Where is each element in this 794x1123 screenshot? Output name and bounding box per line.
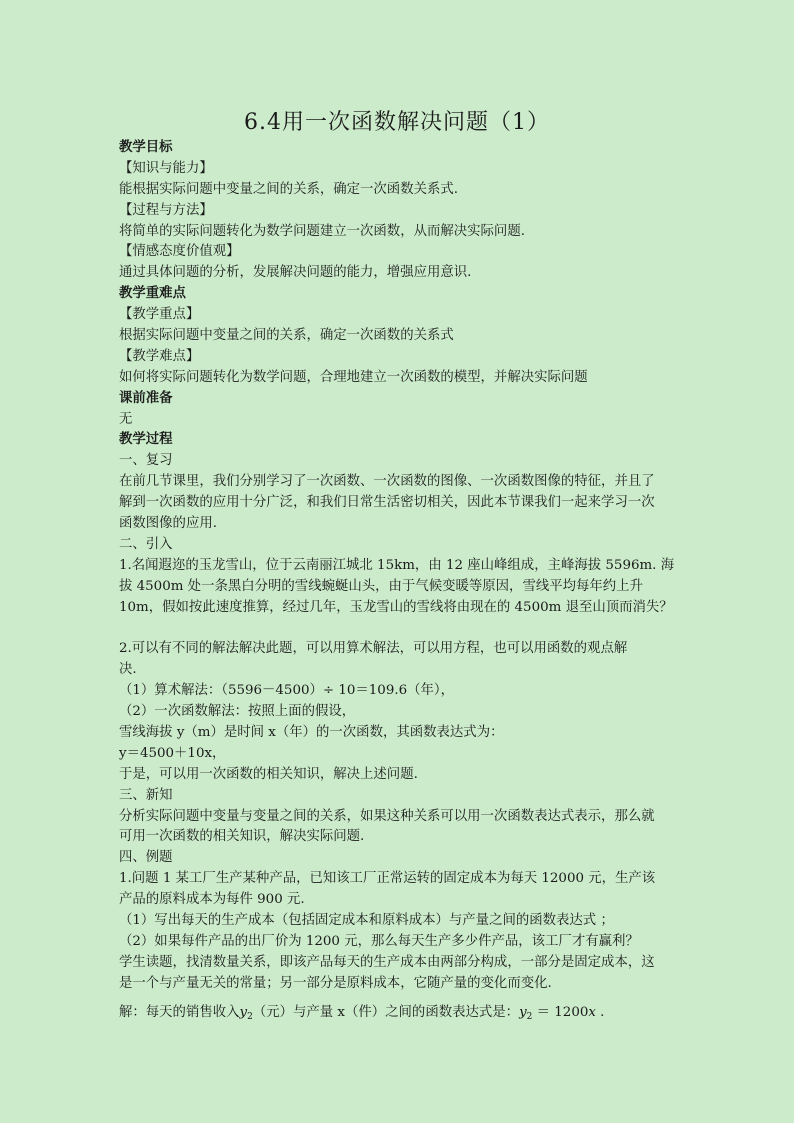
example-line: （1）写出每天的生产成本（包括固定成本和原料成本）与产量之间的函数表达式 ； [119,912,614,928]
example-label: 四、例题 [119,850,173,866]
intro-line: 10m，假如按此速度推算，经过几年，玉龙雪山的雪线将由现在的 4500m 退至山顶而消失？ [119,599,673,615]
solution-middle: （元）与产量 x（件）之间的函数表达式是： [252,1004,520,1020]
example-line: 学生读题，找清数量关系，即该产品每天的生产成本由两部分构成，一部分是固定成本，这 [119,954,655,970]
knowledge-label: 【知识与能力】 [119,160,213,176]
emotion-text: 通过具体问题的分析，发展解决问题的能力，增强应用意识. [119,265,472,281]
solution-var-y2: y [519,1004,527,1020]
prep-text: 无 [119,411,133,427]
example-line: 是一个与产量无关的常量；另一部分是原料成本，它随产量的变化而变化. [119,975,552,991]
difficulty-text: 如何将实际问题转化为数学问题，合理地建立一次函数的模型，并解决实际问题 [119,369,588,385]
review-line: 在前几节课里，我们分别学习了一次函数、一次函数的图像、一次函数图像的特征，并且了 [119,474,655,490]
goals-heading: 教学目标 [119,140,173,155]
intro-label: 二、引入 [119,536,173,552]
emotion-label: 【情感态度价值观】 [119,244,240,260]
solution-subscript-2: 2 [526,1011,533,1022]
solution-prefix: 解：每天的销售收入 [119,1004,240,1020]
spacer [119,618,679,639]
process-text: 将简单的实际问题转化为数学问题建立一次函数，从而解决实际问题. [119,223,525,239]
prep-heading: 课前准备 [119,390,173,406]
new-label: 三、新知 [119,787,173,803]
example-line: 1.问题 1 某工厂生产某种产品，已知该工厂正常运转的固定成本为每天 12000 元，生产该 [119,871,656,887]
solution-eq: ＝ 1200 [532,1004,589,1020]
solution-var-y: y [239,1004,248,1020]
solve-line: y＝4500＋10x， [119,745,226,761]
document-title: 6.4用一次函数解决问题（1） [244,110,550,135]
solve-line: （1）算术解法：（5596－4500）÷ 10＝109.6（年）， [119,683,454,699]
review-line: 函数图像的应用. [119,516,217,532]
solve-line: （2）一次函数解法：按照上面的假设， [119,704,356,720]
solution-subscript: 2 [247,1011,253,1022]
keypoints-heading: 教学重难点 [119,286,186,302]
review-label: 一、复习 [119,453,173,469]
process-label: 【过程与方法】 [119,202,213,218]
process-heading: 教学过程 [119,432,173,448]
solve-line: 于是，可以用一次函数的相关知识，解决上述问题. [119,766,418,782]
difficulty-label: 【教学难点】 [119,348,200,364]
solve-line: 决. [119,662,137,678]
example-line: 产品的原料成本为每件 900 元. [119,892,305,908]
focus-label: 【教学重点】 [119,307,200,323]
solution-line [119,1003,679,1024]
example-line: （2）如果每件产品的出厂价为 1200 元，那么每天生产多少件产品，该工厂才有赢利？ [119,933,639,949]
focus-text: 根据实际问题中变量之间的关系，确定一次函数的关系式 [119,328,454,344]
knowledge-text: 能根据实际问题中变量之间的关系，确定一次函数关系式. [119,181,459,197]
review-line: 解到一次函数的应用十分广泛，和我们日常生活密切相关，因此本节课我们一起来学习一次 [119,495,655,511]
solution-end: . [595,1004,605,1020]
new-line: 可用一次函数的相关知识，解决实际问题. [119,829,365,845]
intro-line: 拔 4500m 处一条黑白分明的雪线蜿蜒山头，由于气候变暖等原因，雪线平均每年约上升 [119,578,643,594]
solve-line: 雪线海拔 y（m）是时间 x（年）的一次函数，其函数表达式为： [119,724,504,740]
new-line: 分析实际问题中变量与变量之间的关系，如果这种关系可以用一次函数表达式表示，那么就 [119,808,655,824]
solution-var-x: x [588,1004,596,1020]
solve-line: 2.可以有不同的解法解决此题，可以用算术解法，可以用方程，也可以用函数的观点解 [119,641,628,657]
intro-line: 1.名闻遐迩的玉龙雪山，位于云南丽江城北 15km，由 12 座山峰组成，主峰海拔 5596m. 海 [119,557,675,573]
document-body [119,138,679,1023]
